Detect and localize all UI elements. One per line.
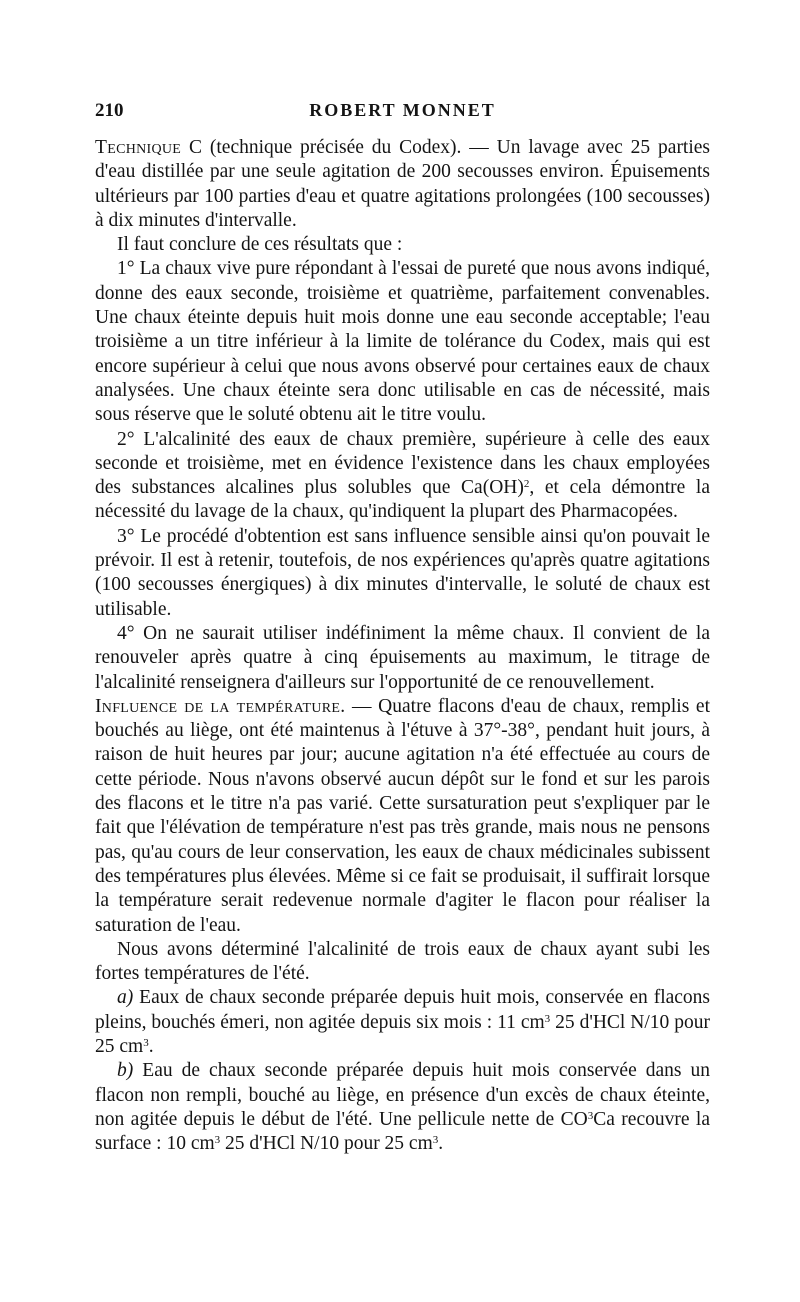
paragraph-conclusion-intro: Il faut conclure de ces résultats que : [117, 234, 403, 256]
paragraph-point-1: 1° La chaux vive pure répondant à l'essai de pureté que nous avons indiqué, donne des eaux seconde, troisième et quatrième, parfaitement convenables. Une chaux éteinte depuis huit mois donne une eau seconde acceptable; l'eau troisième a un titre inférieur à la limite de tolérance du Codex, mais qui est encore supérieur à celui que nous avons observé pour certaines eaux de chaux analysées. Une chaux éteinte sera donc utilisable en cas de nécessité, mais sous réserve que le soluté obtenu ait le titre voulu. [95, 258, 710, 426]
paragraph-point-2: 2° L'alcalinité des eaux de chaux première, supérieure à celle des eaux seconde et troisième, met en évidence l'existence dans les chaux employées des substances alcalines plus solubles que Ca(OH)$^2$, et cela démontre la nécessité du lavage de la chaux, qu'indiquent la plupart des Pharmacopées. [95, 428, 710, 523]
page-number: 210 [95, 100, 124, 121]
paragraph-temperature: Influence de la température. — Quatre flacons d'eau de chaux, remplis et bouchés au liège, ont été maintenus à l'étuve à 37°-38°, pendant huit jours, à raison de huit heures par jour; aucune agitation n'a été effectuée au cours de cette période. Nous n'avons observé aucun dépôt sur le fond et sur les parois des flacons et le titre n'a pas varié. Cette sursaturation peut s'expliquer par le fait que l'élévation de température n'est pas très grande, mais nous ne pensons pas, qu'au cours de leur conservation, les eaux de chaux médicinales subissent des températures plus élevées. Même si ce fait se produisait, il suffirait lorsque la température serait redevenue normale d'agiter le flacon pour réaliser la saturation de l'eau. [95, 695, 711, 936]
paragraph-item-a: a) Eaux de chaux seconde préparée depuis huit mois, conservée en flacons pleins, bouchés émeri, non agitée depuis six mois : 11 $cm^3$ 25 d'HCl N/10 pour 25 $cm^3$. [95, 987, 711, 1057]
item-letter: b) [117, 1060, 134, 1082]
paragraph-summer: Nous avons déterminé l'alcalinité de trois eaux de chaux ayant subi les fortes températures de l'été. [95, 938, 710, 985]
section-label: Influence de la température. [95, 695, 346, 717]
item-letter: a) [117, 987, 134, 1009]
paragraph-item-b: b) Eau de chaux seconde préparée depuis huit mois conservée dans un flacon non rempli, bouché au liège, en présence d'un excès de chaux éteinte, non agitée depuis le début de l'été. Une pellicule nette de $CO^3Ca$ recouvre la surface : 10 $cm^3$ 25 d'HCl N/10 pour 25 $cm^3$. [95, 1060, 711, 1155]
paragraph-point-3: 3° Le procédé d'obtention est sans influence sensible ainsi qu'on pouvait le prévoir. Il est à retenir, toutefois, de nos expériences qu'après quatre agitations (100 secousses énergiques) à dix minutes d'intervalle, le soluté de chaux est utilisable. [95, 525, 710, 620]
paragraph-point-4: 4° On ne saurait utiliser indéfiniment la même chaux. Il convient de la renouveler après quatre à cinq épuisements au maximum, le titrage de l'alcalinité renseignera d'ailleurs sur l'opportunité de ce renouvellement. [95, 622, 710, 693]
section-label: Technique [95, 137, 182, 158]
running-head [95, 100, 710, 128]
running-title: ROBERT MONNET [309, 100, 496, 120]
paragraph-technique-c: Technique C (technique précisée du Codex). — Un lavage avec 25 parties d'eau distillée par une seule agitation de 200 secousses environ. Épuisements ultérieurs par 100 parties d'eau et quatre agitations prolongées (100 secousses) à dix minutes d'intervalle. [95, 137, 711, 231]
body-text [95, 136, 710, 1156]
